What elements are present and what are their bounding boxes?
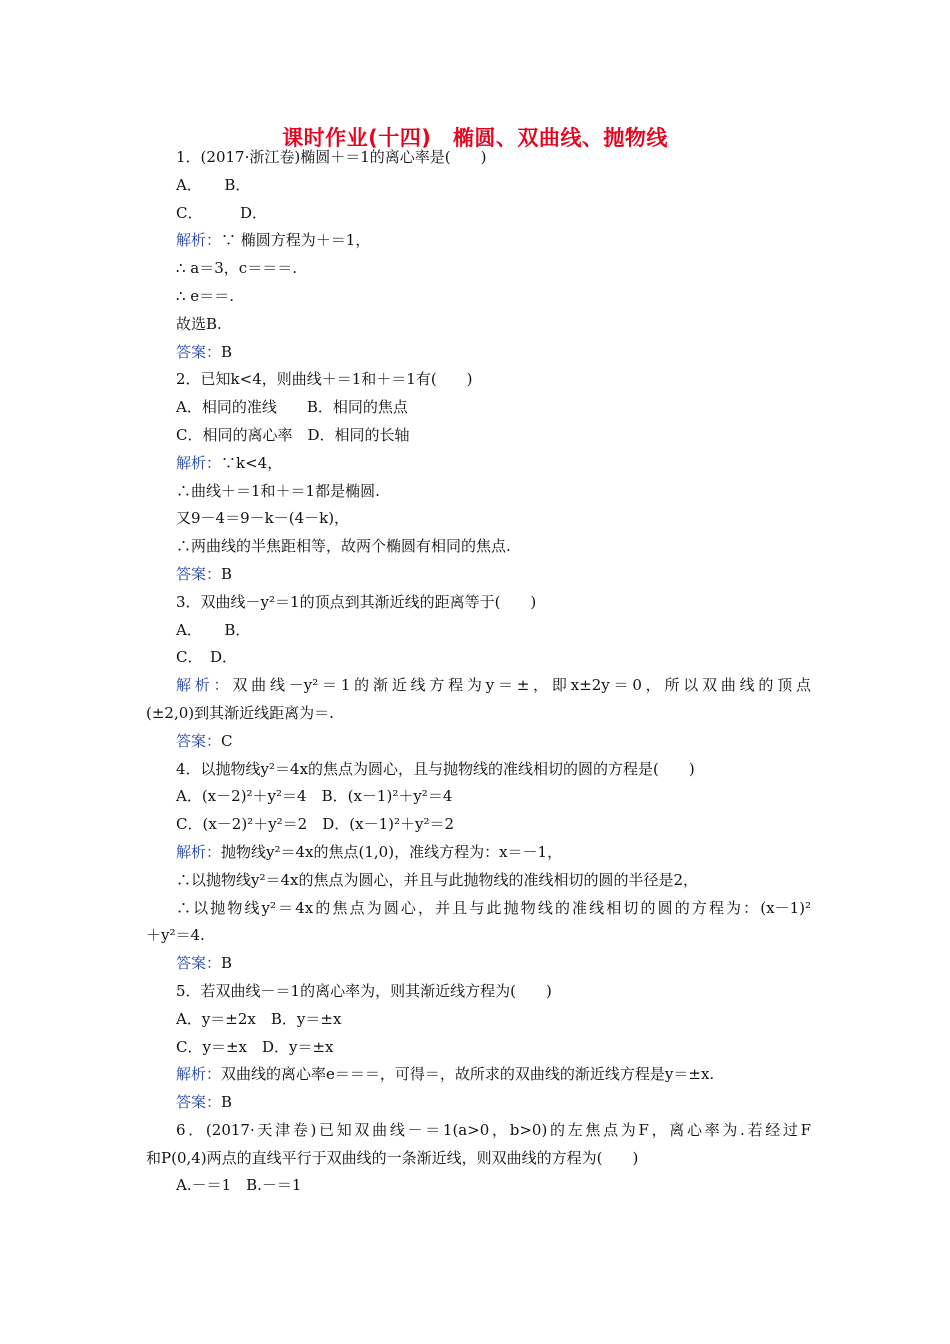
q1-solution-line: 解析：∵ 椭圆方程为＋＝1， bbox=[176, 231, 371, 250]
q1-solution-line: 故选B. bbox=[176, 314, 222, 333]
q3-solution-line: (±2,0)到其渐近线距离为＝. bbox=[146, 703, 334, 722]
q1-solution-line: ∴ e＝＝. bbox=[176, 286, 234, 305]
q1-options-ab: A． B． bbox=[176, 175, 251, 194]
answer-label: 答案： bbox=[176, 954, 222, 973]
q4-solution-line: ∴以抛物线y²＝4x的焦点为圆心，并且与此抛物线的准线相切的圆的方程为：(x－1)² bbox=[176, 898, 811, 917]
q2-options-cd: C．相同的离心率 D．相同的长轴 bbox=[176, 425, 410, 444]
answer-label: 答案： bbox=[176, 342, 222, 361]
q1-stem: 1．(2017·浙江卷)椭圆＋＝1的离心率是( ) bbox=[176, 148, 487, 166]
q5-options-cd: C．y＝±x D．y＝±x bbox=[176, 1037, 334, 1056]
answer-label: 答案： bbox=[176, 564, 222, 583]
q2-options-ab: A．相同的准线 B．相同的焦点 bbox=[176, 398, 408, 417]
q3-options-ab: A． B． bbox=[176, 620, 251, 639]
solution-label: 解析： bbox=[176, 453, 222, 472]
solution-label: 解析： bbox=[176, 1065, 222, 1084]
q6-stem: 6．(2017·天津卷)已知双曲线－＝1(a>0，b>0)的左焦点为F，离心率为.若经过F bbox=[176, 1120, 811, 1139]
q3-stem: 3．双曲线－y²＝1的顶点到其渐近线的距离等于( ) bbox=[176, 592, 537, 611]
solution-label: 解析： bbox=[176, 676, 233, 695]
q2-solution-line: 解析：∵k<4， bbox=[176, 453, 283, 472]
q4-answer: 答案：B bbox=[176, 954, 233, 973]
solution-label: 解析： bbox=[176, 231, 222, 250]
q6-stem-continued: 和P(0,4)两点的直线平行于双曲线的一条渐近线，则双曲线的方程为( ) bbox=[146, 1148, 639, 1167]
q4-solution-line: ＋y²＝4. bbox=[146, 926, 205, 945]
answer-label: 答案： bbox=[176, 1093, 222, 1112]
q1-answer: 答案：B bbox=[176, 342, 233, 361]
q6-options-ab: A.－＝1 B.－＝1 bbox=[176, 1176, 302, 1195]
page-title: 课时作业(十四) 椭圆、双曲线、抛物线 bbox=[282, 126, 668, 150]
document-body bbox=[146, 144, 811, 1200]
q5-solution-line: 解析：双曲线的离心率e＝＝＝，可得＝，故所求的双曲线的渐近线方程是y＝±x. bbox=[176, 1065, 715, 1084]
q2-answer: 答案：B bbox=[176, 564, 233, 583]
q5-stem: 5．若双曲线－＝1的离心率为，则其渐近线方程为( ) bbox=[176, 981, 552, 1000]
q2-solution-line: 又9－4＝9－k－(4－k)， bbox=[176, 509, 350, 528]
q4-options-ab: A．(x－2)²＋y²＝4 B．(x－1)²＋y²＝4 bbox=[176, 787, 453, 806]
q5-answer: 答案：B bbox=[176, 1093, 233, 1112]
q1-options-cd: C． D． bbox=[176, 203, 268, 222]
q1-solution-line: ∴ a＝3，c＝＝＝. bbox=[176, 259, 297, 278]
q4-solution-line: ∴以抛物线y²＝4x的焦点为圆心，并且与此抛物线的准线相切的圆的半径是2， bbox=[176, 870, 699, 889]
q4-stem: 4．以抛物线y²＝4x的焦点为圆心，且与抛物线的准线相切的圆的方程是( ) bbox=[176, 759, 695, 778]
q3-solution-line: 解析：双曲线－y²＝1的渐近线方程为y＝±，即x±2y＝0，所以双曲线的顶点 bbox=[176, 676, 811, 695]
q2-solution-line: ∴两曲线的半焦距相等，故两个椭圆有相同的焦点. bbox=[176, 537, 511, 556]
answer-label: 答案： bbox=[176, 731, 222, 750]
solution-label: 解析： bbox=[176, 842, 222, 861]
q4-options-cd: C．(x－2)²＋y²＝2 D．(x－1)²＋y²＝2 bbox=[176, 815, 455, 834]
q5-options-ab: A．y＝±2x B．y＝±x bbox=[176, 1009, 342, 1028]
q3-answer: 答案：C bbox=[176, 731, 233, 750]
q2-solution-line: ∴曲线＋＝1和＋＝1都是椭圆. bbox=[176, 481, 380, 500]
q2-stem: 2．已知k<4，则曲线＋＝1和＋＝1有( ) bbox=[176, 370, 473, 389]
q3-options-cd: C． D． bbox=[176, 648, 238, 667]
q4-solution-line: 解析：抛物线y²＝4x的焦点(1,0)，准线方程为：x＝－1， bbox=[176, 842, 563, 861]
